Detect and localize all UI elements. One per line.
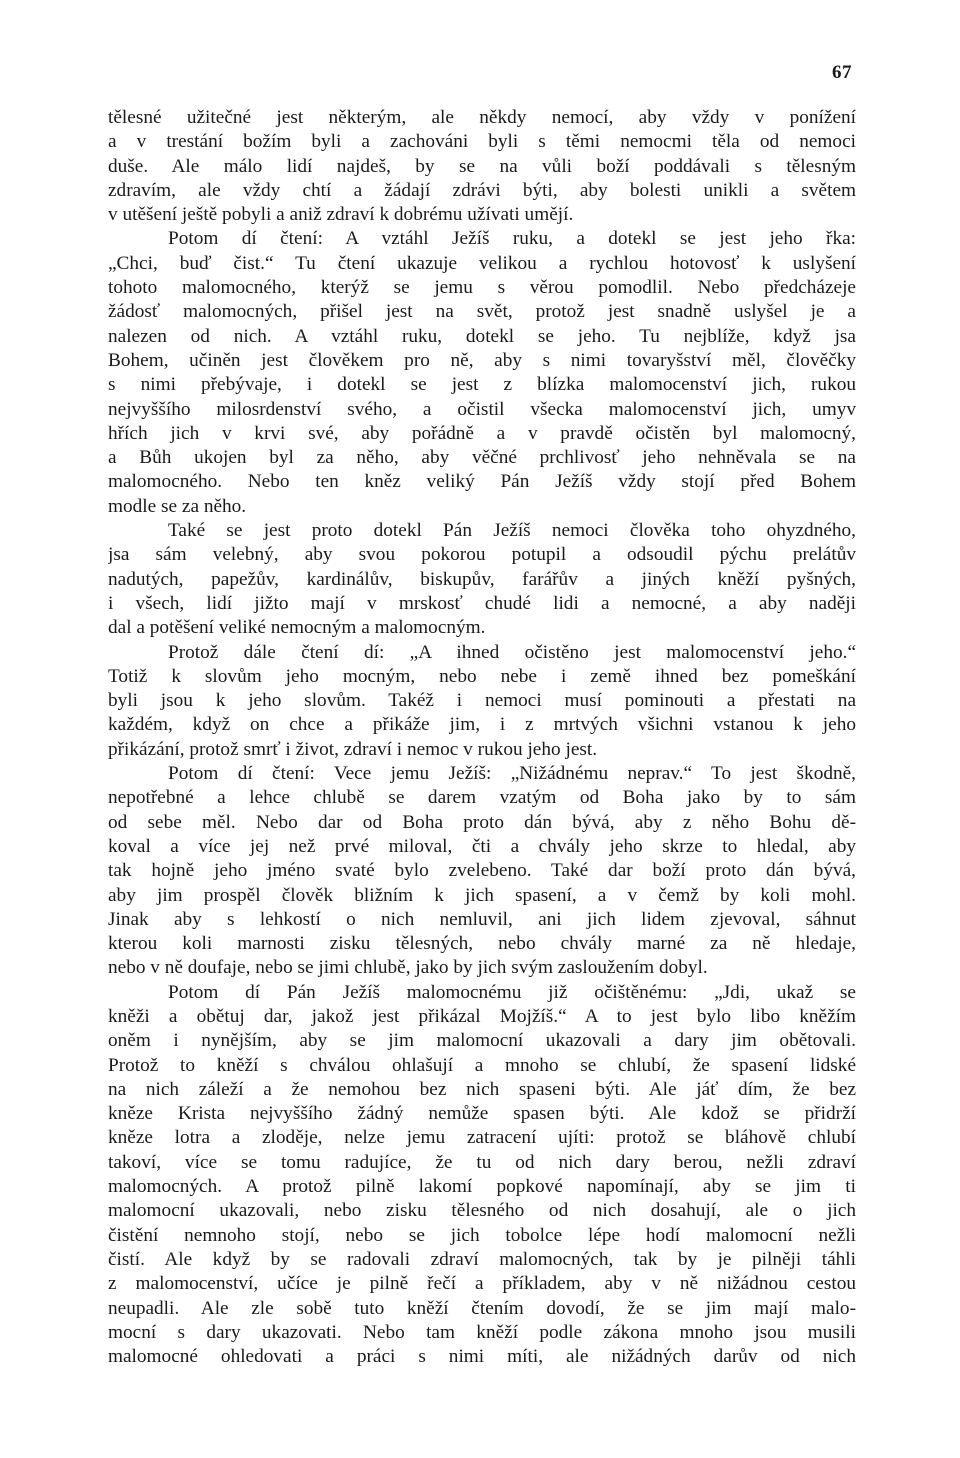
- text-line: jsa sám velebný, aby svou pokorou potupil a odsoudil pýchu prelátův: [108, 544, 856, 566]
- text-line: „Chci, buď čist.“ Tu čtení ukazuje velikou a rychlou hotovosť k uslyšení: [108, 252, 856, 274]
- text-line: každém, když on chce a přikáže jim, i z mrtvých všichni vstanou k jeho: [108, 714, 856, 736]
- text-line: malomocných. A protož pilně lakomí popkové napomínají, aby se jim ti: [108, 1176, 856, 1198]
- text-line: takoví, více se tomu radujíce, že tu od nich dary berou, nežli zdraví: [108, 1151, 856, 1173]
- text-line: dal a potěšení veliké nemocným a malomocným.: [108, 617, 486, 639]
- text-line: nebo v ně doufaje, nebo se jimi chlubě, jako by jich svým zasloužením dobyl.: [108, 957, 708, 979]
- text-line: kněži a obětuj dar, jakož jest přikázal Mojžíš.“ A to jest bylo libo kněžím: [108, 1005, 856, 1027]
- text-line: Potom dí Pán Ježíš malomocnému již očištěnému: „Jdi, ukaž se: [168, 981, 856, 1003]
- text-line: nepotřebné a lehce chlubě se darem vzatým od Boha jako by to sám: [108, 787, 856, 809]
- text-line: tohoto malomocného, kterýž se jemu s věrou pomodlil. Nebo předcházeje: [108, 277, 856, 299]
- text-line: modle se za něho.: [108, 495, 247, 517]
- text-line: Potom dí čtení: Vece jemu Ježíš: „Nižádnému neprav.“ To jest škodně,: [168, 763, 856, 785]
- text-line: a Bůh ukojen byl za něho, aby věčné prchlivosť jeho nehněvala se na: [108, 447, 856, 469]
- text-line: kněze Krista nejvyššího žádný nemůže spasen býti. Ale kdož se přidrží: [108, 1103, 856, 1125]
- text-line: malomocní ukazovali, nebo zisku tělesného od nich dosahují, ale o jich: [108, 1200, 856, 1222]
- text-line: Jinak aby s lehkostí o nich nemluvil, ani jich lidem zjevoval, sáhnut: [108, 908, 856, 930]
- text-line: neupadli. Ale zle sobě tuto kněží čtením dovodí, že se jim mají malo-: [108, 1297, 856, 1319]
- text-line: Bohem, učiněn jest člověkem pro ně, aby s nimi tovaryšství měl, člověčky: [108, 349, 856, 371]
- text-line: duše. Ale málo lidí najdeš, by se na vůli boží poddávali s tělesným: [108, 155, 856, 177]
- text-line: oněm i nynějším, aby se jim malomocní ukazovali a dary jim obětovali.: [108, 1030, 856, 1052]
- text-line: byli jsou k jeho slovům. Takéž i nemoci musí pominouti a přestati na: [108, 690, 856, 712]
- text-line: zdravím, ale vždy chtí a žádají zdrávi býti, aby bolesti unikli a světem: [108, 179, 856, 201]
- text-line: v utěšení ještě pobyli a aniž zdraví k dobrému užívati umějí.: [108, 204, 574, 226]
- body-text: [108, 106, 856, 1369]
- text-line: Potom dí čtení: A vztáhl Ježíš ruku, a dotekl se jest jeho řka:: [168, 228, 856, 250]
- text-line: na nich záleží a že nemohou bez nich spaseni býti. Ale jáť dím, že bez: [108, 1078, 856, 1100]
- text-line: tak hojně jeho jméno svaté bylo zvelebeno. Také dar boží proto dán bývá,: [108, 860, 856, 882]
- text-line: i všech, lidí jižto mají v mrskosť chudé lidi a nemocné, a aby naději: [108, 592, 856, 614]
- text-line: nejvyššího milosrdenství svého, a očistil všecka malomocenství jich, umyv: [108, 398, 856, 420]
- page-number: 67: [832, 62, 852, 83]
- text-line: žádosť malomocných, přišel jest na svět, protož jest snadně uslyšel je a: [108, 301, 856, 323]
- text-line: aby jim prospěl člověk bližním k jich spasení, a v čemž by koli mohl.: [108, 884, 856, 906]
- text-line: nalezen od nich. A vztáhl ruku, dotekl se jeho. Tu nejblíže, když jsa: [108, 325, 856, 347]
- text-line: Také se jest proto dotekl Pán Ježíš nemoci člověka toho ohyzdného,: [168, 520, 856, 542]
- text-line: tělesné užitečné jest některým, ale někdy nemocí, aby vždy v ponížení: [108, 107, 856, 128]
- text-line: od sebe měl. Nebo dar od Boha proto dán bývá, aby z něho Bohu dě-: [108, 811, 856, 833]
- text-line: z malomocenství, učíce je pilně řečí a příkladem, aby v ně nižádnou cestou: [108, 1273, 856, 1295]
- text-line: Protož dále čtení dí: „A ihned očistěno jest malomocenství jeho.“: [168, 641, 856, 663]
- text-line: nadutých, papežův, kardinálův, biskupův, farářův a jiných kněží pyšných,: [108, 568, 856, 590]
- text-line: koval a více jej než prvé miloval, čti a chvály jeho skrze to hledal, aby: [108, 835, 856, 857]
- text-line: kterou koli marnosti zisku tělesných, nebo chvály marné za ně hledaje,: [108, 933, 856, 955]
- text-line: a v trestání božím byli a zachováni byli s těmi nemocmi těla od nemoci: [108, 131, 856, 153]
- text-line: malomocné ohledovati a práci s nimi míti, ale nižádných darův od nich: [108, 1346, 856, 1368]
- text-line: mocní s dary ukazovati. Nebo tam kněží podle zákona mnoho jsou musili: [108, 1321, 856, 1343]
- text-line: s nimi přebývaje, i dotekl se jest z blízka malomocenství jich, rukou: [108, 374, 856, 396]
- text-line: hřích jich v krvi své, aby pořádně a v pravdě očistěn byl malomocný,: [108, 422, 856, 444]
- text-line: čistí. Ale když by se radovali zdraví malomocných, tak by je pilněji táhli: [108, 1248, 856, 1270]
- text-line: Protož to kněží s chválou ohlašují a mnoho se chlubí, že spasení lidské: [108, 1054, 856, 1076]
- text-line: čistění nemnoho stojí, nebo se jich tobolce lépe hodí malomocní nežli: [108, 1224, 856, 1246]
- text-line: přikázání, protož smrť i život, zdraví i nemoc v rukou jeho jest.: [108, 738, 598, 760]
- text-line: kněze lotra a zloděje, nelze jemu zatracení ujíti: protož se bláhově chlubí: [108, 1127, 856, 1149]
- text-line: malomocného. Nebo ten kněz veliký Pán Ježíš vždy stojí před Bohem: [108, 471, 856, 493]
- text-line: Totiž k slovům jeho mocným, nebo nebe i země ihned bez pomeškání: [108, 665, 856, 687]
